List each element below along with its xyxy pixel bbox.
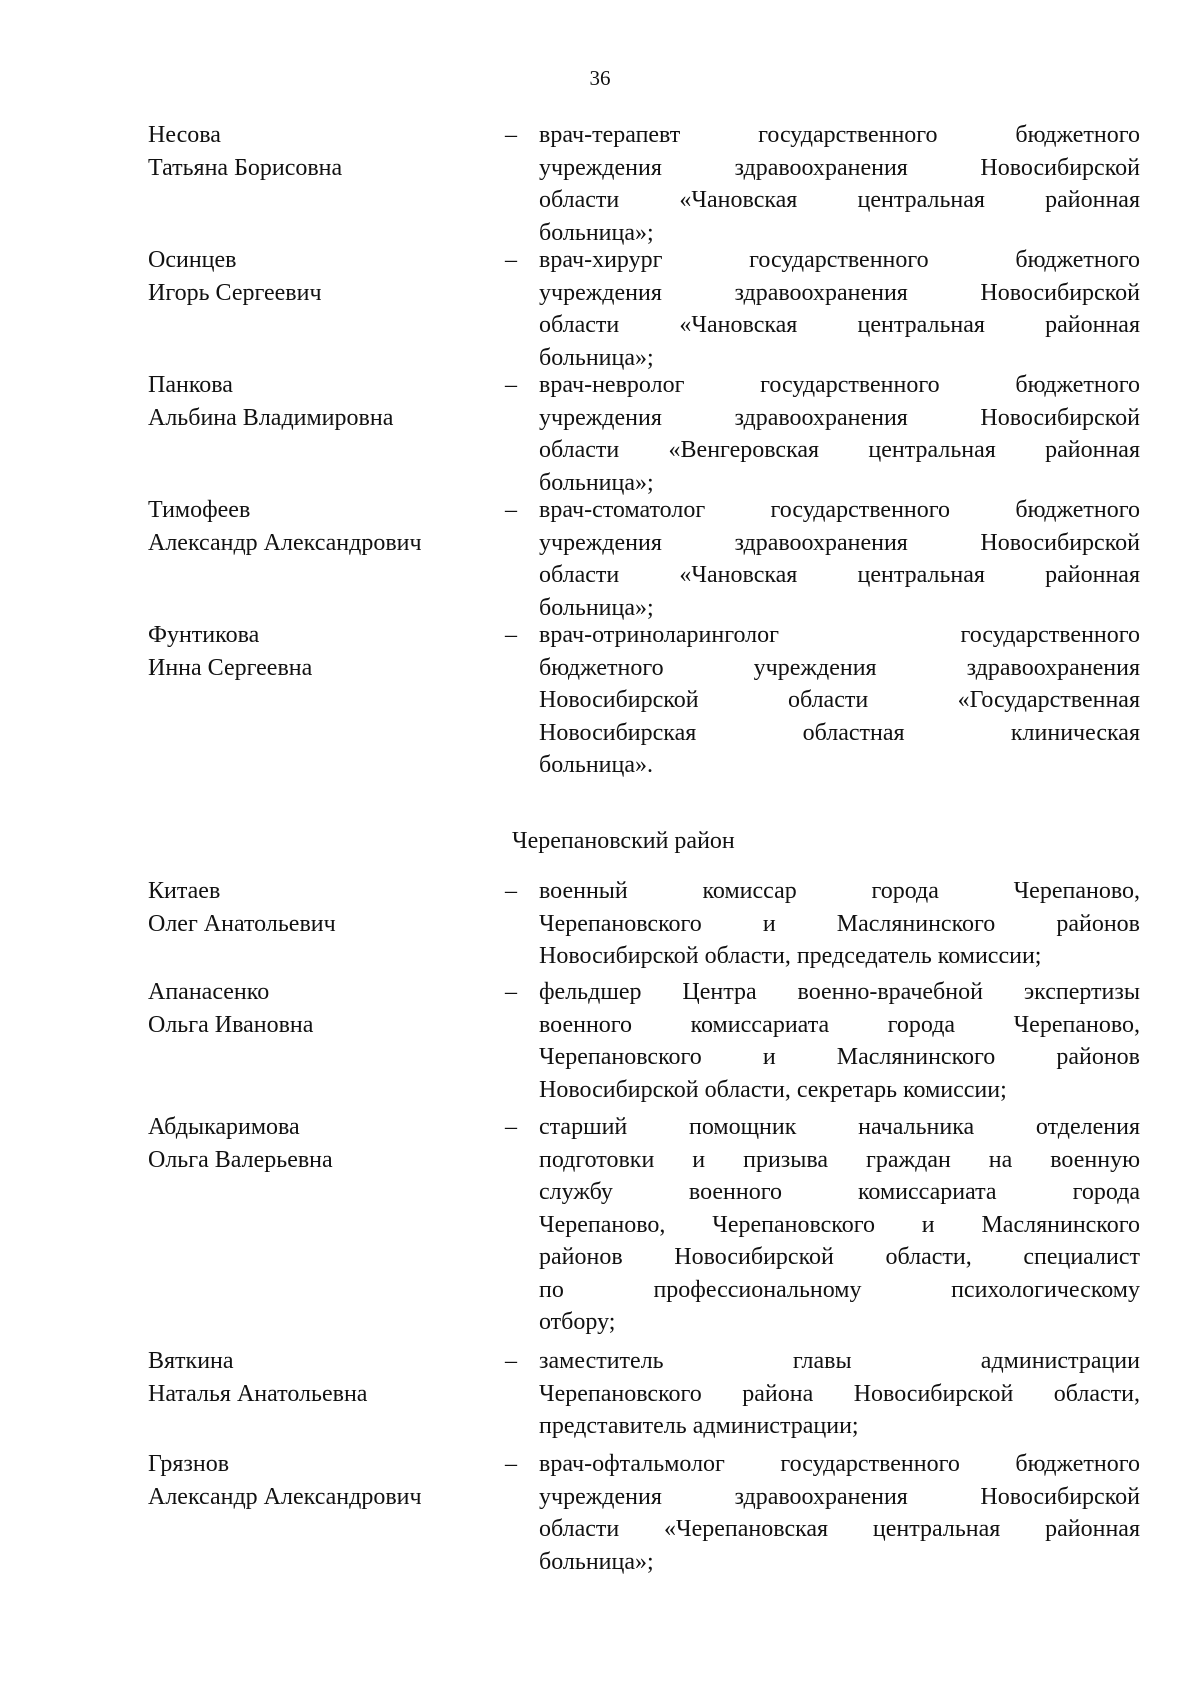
member-given-names: Александр Александрович (148, 1483, 422, 1510)
position-line: Черепановского района Новосибирской области, (539, 1380, 1140, 1407)
member-name (148, 1111, 488, 1176)
position-line: врач-отриноларинголог государственного (539, 622, 1140, 648)
position-line: области «Венгеровская центральная районная (539, 437, 1140, 463)
position-line: области «Чановская центральная районная (539, 562, 1140, 588)
position-line: больница»; (539, 469, 654, 496)
member-surname: Несова (148, 122, 221, 148)
member-name (148, 976, 488, 1041)
position-line: учреждения здравоохранения Новосибирской (539, 1483, 1140, 1510)
member-position (539, 119, 1140, 249)
member-position (539, 1448, 1140, 1578)
position-line: Новосибирская областная клиническая (539, 719, 1140, 746)
dash-separator: – (505, 1114, 517, 1140)
position-line: представитель администрации; (539, 1413, 859, 1439)
member-given-names: Ольга Ивановна (148, 1011, 314, 1038)
member-position (539, 494, 1140, 624)
position-line: военного комиссариата города Черепаново, (539, 1011, 1140, 1038)
member-given-names: Альбина Владимировна (148, 404, 394, 431)
member-name (148, 494, 488, 559)
dash-separator: – (505, 247, 517, 273)
dash-separator: – (505, 1451, 517, 1477)
member-name (148, 1448, 488, 1513)
member-name (148, 369, 488, 434)
position-line: Новосибирской области, председатель комиссии; (539, 943, 1042, 969)
member-name (148, 875, 488, 940)
page-number: 36 (589, 66, 611, 90)
position-line: Черепаново, Черепановского и Маслянинского (539, 1211, 1140, 1238)
member-given-names: Ольга Валерьевна (148, 1146, 333, 1173)
position-line: заместитель главы администрации (539, 1348, 1140, 1374)
member-given-names: Александр Александрович (148, 529, 422, 556)
member-position (539, 1345, 1140, 1443)
position-line: врач-хирург государственного бюджетного (539, 247, 1140, 273)
member-position (539, 976, 1140, 1106)
position-line: больница». (539, 752, 653, 778)
position-line: учреждения здравоохранения Новосибирской (539, 154, 1140, 181)
position-line: Новосибирской области, секретарь комиссии; (539, 1076, 1007, 1103)
member-given-names: Инна Сергеевна (148, 654, 313, 681)
member-name (148, 244, 488, 309)
position-line: Новосибирской области «Государственная (539, 687, 1140, 713)
member-name (148, 119, 488, 184)
dash-separator: – (505, 1348, 517, 1374)
position-line: Черепановского и Маслянинского районов (539, 910, 1140, 937)
position-line: области «Чановская центральная районная (539, 187, 1140, 213)
dash-separator: – (505, 372, 517, 398)
member-name (148, 619, 488, 684)
position-line: больница»; (539, 219, 654, 246)
member-surname: Грязнов (148, 1451, 230, 1477)
member-surname: Фунтикова (148, 622, 260, 648)
member-given-names: Наталья Анатольевна (148, 1380, 368, 1407)
position-line: старший помощник начальника отделения (539, 1114, 1140, 1140)
position-line: больница»; (539, 344, 654, 371)
member-position (539, 875, 1140, 973)
member-position (539, 1111, 1140, 1339)
member-surname: Осинцев (148, 247, 237, 273)
member-given-names: Татьяна Борисовна (148, 154, 343, 181)
position-line: учреждения здравоохранения Новосибирской (539, 529, 1140, 556)
dash-separator: – (505, 979, 517, 1005)
position-line: фельдшер Центра военно-врачебной экспертизы (539, 979, 1140, 1005)
position-line: районов Новосибирской области, специалист (539, 1244, 1140, 1270)
member-surname: Абдыкаримова (148, 1114, 300, 1140)
member-surname: Китаев (148, 878, 221, 904)
position-line: подготовки и призыва граждан на военную (539, 1146, 1140, 1173)
member-surname: Вяткина (148, 1348, 234, 1374)
dash-separator: – (505, 878, 517, 904)
member-position (539, 369, 1140, 499)
position-line: больница»; (539, 594, 654, 621)
position-line: службу военного комиссариата города (539, 1179, 1140, 1205)
position-line: врач-невролог государственного бюджетного (539, 372, 1140, 398)
member-name (148, 1345, 488, 1410)
position-line: области «Чановская центральная районная (539, 312, 1140, 338)
dash-separator: – (505, 622, 517, 648)
member-position (539, 244, 1140, 374)
member-surname: Тимофеев (148, 497, 251, 523)
district-heading: Черепановский район (512, 828, 735, 854)
position-line: учреждения здравоохранения Новосибирской (539, 279, 1140, 306)
member-surname: Апанасенко (148, 979, 270, 1005)
position-line: военный комиссар города Черепаново, (539, 878, 1140, 904)
dash-separator: – (505, 122, 517, 148)
position-line: отбору; (539, 1309, 616, 1335)
position-line: врач-терапевт государственного бюджетного (539, 122, 1140, 148)
member-given-names: Олег Анатольевич (148, 910, 336, 937)
position-line: Черепановского и Маслянинского районов (539, 1044, 1140, 1070)
dash-separator: – (505, 497, 517, 523)
position-line: бюджетного учреждения здравоохранения (539, 654, 1140, 681)
member-position (539, 619, 1140, 782)
position-line: по профессиональному психологическому (539, 1276, 1140, 1303)
position-line: области «Черепановская центральная районная (539, 1516, 1140, 1542)
position-line: учреждения здравоохранения Новосибирской (539, 404, 1140, 431)
position-line: врач-офтальмолог государственного бюджетного (539, 1451, 1140, 1477)
member-given-names: Игорь Сергеевич (148, 279, 322, 306)
position-line: врач-стоматолог государственного бюджетного (539, 497, 1140, 523)
member-surname: Панкова (148, 372, 233, 398)
position-line: больница»; (539, 1548, 654, 1575)
